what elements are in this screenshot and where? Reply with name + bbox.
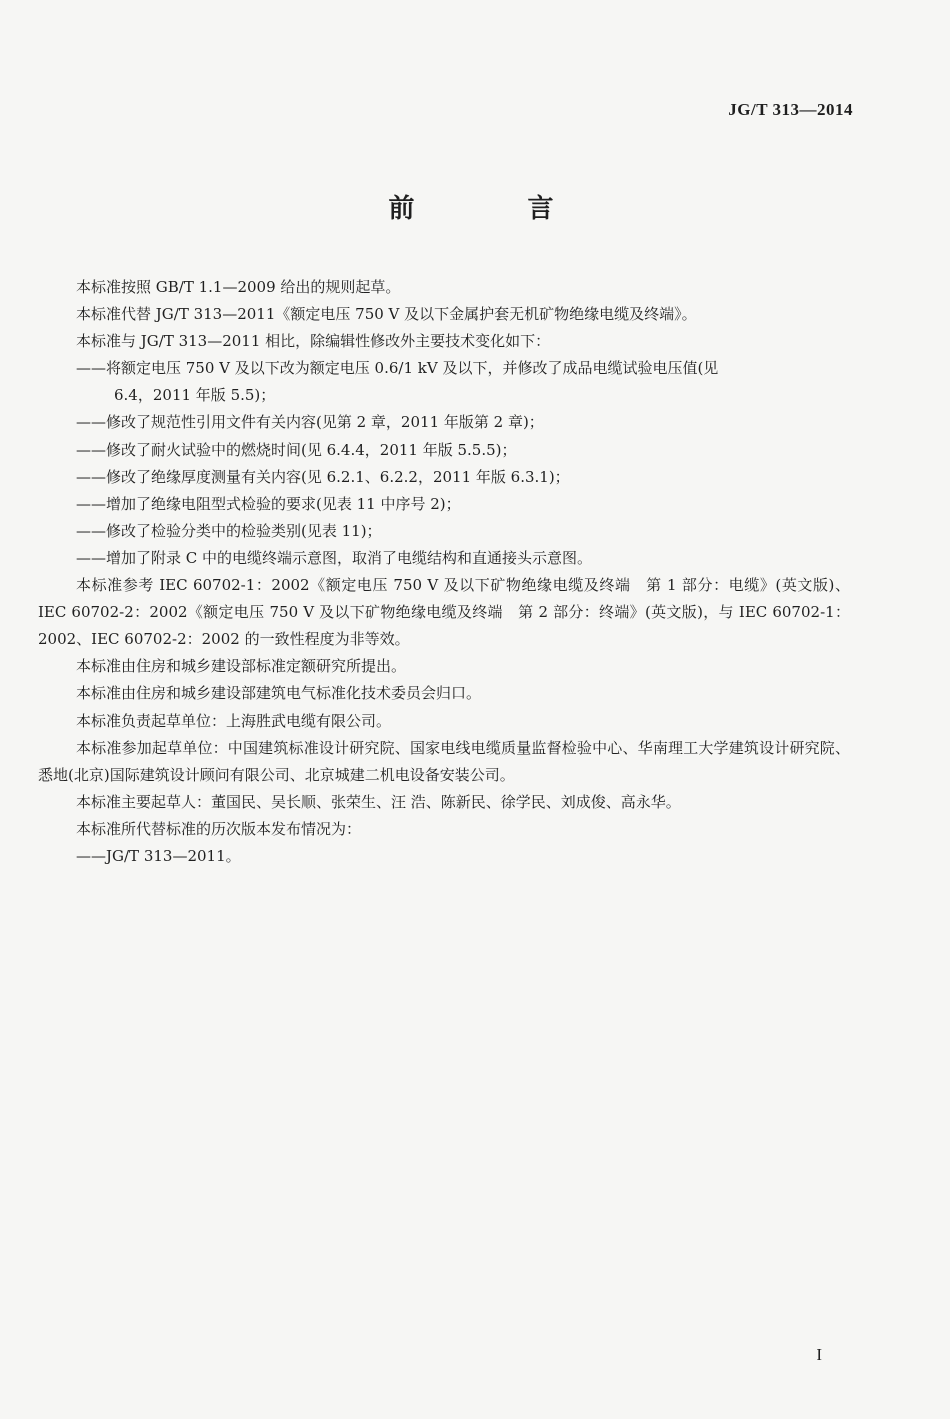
change-item: ——修改了绝缘厚度测量有关内容(见 6.2.1、6.2.2，2011 年版 6.3.1)； [76, 467, 570, 486]
change-item-line: 6.4，2011 年版 5.5)； [114, 386, 276, 405]
paragraph-proposed-by: 本标准由住房和城乡建设部标准定额研究所提出。 [76, 657, 407, 676]
paragraph-participating-drafters: 本标准参加起草单位：中国建筑标准设计研究院、国家电线电缆质量监督检验中心、华南理工大学建筑设计研究院、悉地(北京)国际建筑设计顾问有限公司、北京城建二机电设备安装公司。 [38, 738, 850, 784]
paragraph-main-drafters: 本标准主要起草人：董国民、吴长顺、张荣生、汪 浩、陈新民、徐学民、刘成俊、高永华。 [76, 792, 681, 811]
change-item: ——修改了规范性引用文件有关内容(见第 2 章，2011 年版第 2 章)； [76, 413, 544, 432]
page-number: I [816, 1345, 822, 1364]
paragraph-changes-intro: 本标准与 JG/T 313—2011 相比，除编辑性修改外主要技术变化如下： [76, 332, 551, 351]
change-item: ——增加了绝缘电阻型式检验的要求(见表 11 中序号 2)； [76, 494, 461, 513]
history-item: ——JG/T 313—2011。 [76, 846, 241, 865]
change-item: ——增加了附录 C 中的电缆终端示意图，取消了电缆结构和直通接头示意图。 [76, 548, 593, 567]
foreword-body [38, 274, 850, 870]
change-item-line: ——将额定电压 750 V 及以下改为额定电压 0.6/1 kV 及以下，并修改了成品电缆试验电压值(见 [76, 359, 719, 378]
paragraph-history-intro: 本标准所代替标准的历次版本发布情况为： [76, 819, 362, 838]
paragraph-under-jurisdiction: 本标准由住房和城乡建设部建筑电气标准化技术委员会归口。 [76, 684, 482, 703]
change-item: ——修改了耐火试验中的燃烧时间(见 6.4.4，2011 年版 5.5.5)； [76, 440, 517, 459]
paragraph-drafting-rules: 本标准按照 GB/T 1.1—2009 给出的规则起草。 [76, 278, 401, 296]
paragraph-lead-drafter: 本标准负责起草单位：上海胜武电缆有限公司。 [76, 711, 392, 730]
page-title: 前 言 [388, 194, 606, 224]
paragraph-replaces: 本标准代替 JG/T 313—2011《额定电压 750 V 及以下金属护套无机矿物绝缘电缆及终端》。 [76, 305, 697, 324]
change-item: ——修改了检验分类中的检验类别(见表 11)； [76, 521, 382, 540]
standard-code: JG/T 313—2014 [728, 100, 853, 119]
paragraph-iec-reference: 本标准参考 IEC 60702-1：2002《额定电压 750 V 及以下矿物绝缘电缆及终端 第 1 部分：电缆》(英文版)、IEC 60702-2：2002《额定电压 750 V 及以下矿物绝缘电缆及终端 第 2 部分：终端》(英文版)，与 IEC 60702-1：2002、IEC 60702-2：2002 的一致性程度为非等效。 [38, 576, 850, 649]
change-item [38, 355, 850, 409]
